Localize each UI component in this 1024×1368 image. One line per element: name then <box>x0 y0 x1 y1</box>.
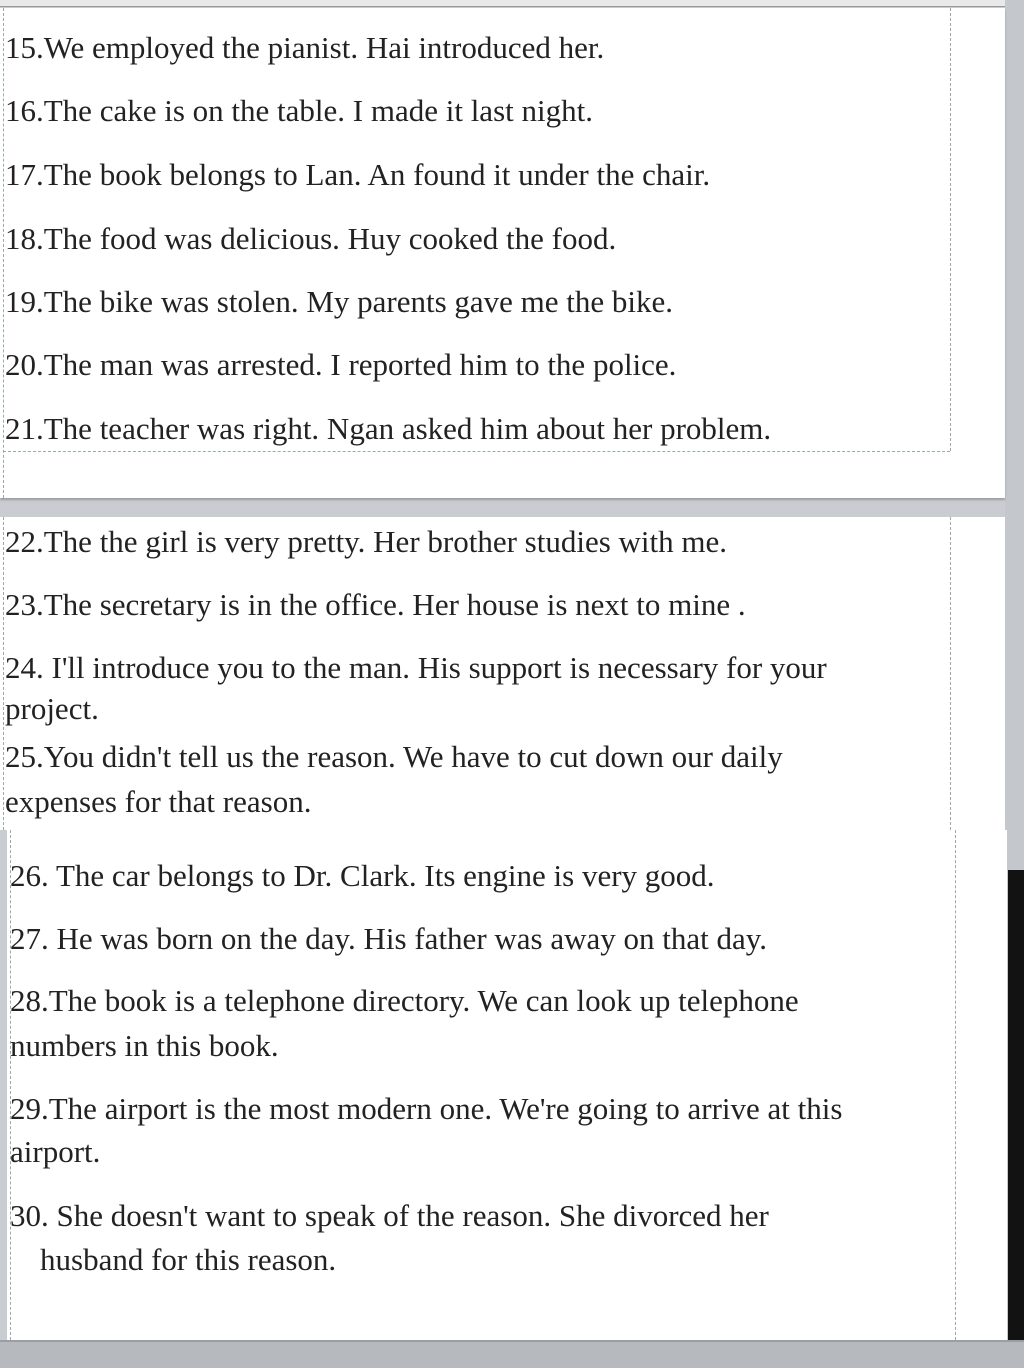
right-margin-line <box>950 517 951 830</box>
page-block-2 <box>0 517 1005 830</box>
sentence-26: 26. The car belongs to Dr. Clark. Its engine is very good. <box>10 858 715 893</box>
page-block-1 <box>0 8 1005 498</box>
bottom-page-edge <box>0 1340 1024 1368</box>
sentence-25-line-1: 25.You didn't tell us the reason. We have to cut down our daily <box>5 739 783 774</box>
page-block-3 <box>7 830 1007 1340</box>
sentence-28-line-2: numbers in this book. <box>10 1028 279 1063</box>
right-edge-strip <box>1008 870 1024 1366</box>
sentence-25-line-2: expenses for that reason. <box>5 784 312 819</box>
bottom-margin-line <box>3 451 950 452</box>
sentence-20: 20.The man was arrested. I reported him to the police. <box>5 347 677 382</box>
sentence-28-line-1: 28.The book is a telephone directory. We can look up telephone <box>10 983 799 1018</box>
right-margin-line <box>955 830 956 1340</box>
sentence-30-line-1: 30. She doesn't want to speak of the reason. She divorced her <box>10 1198 769 1233</box>
sentence-17: 17.The book belongs to Lan. An found it under the chair. <box>5 157 711 192</box>
sentence-27: 27. He was born on the day. His father was away on that day. <box>10 921 767 956</box>
sentence-18: 18.The food was delicious. Huy cooked the food. <box>5 221 617 256</box>
sentence-24-line-1: 24. I'll introduce you to the man. His support is necessary for your <box>5 650 827 685</box>
sentence-22: 22.The the girl is very pretty. Her brother studies with me. <box>5 524 728 559</box>
left-margin-line <box>3 8 4 498</box>
sentence-15: 15.We employed the pianist. Hai introduced her. <box>5 30 605 65</box>
sentence-19: 19.The bike was stolen. My parents gave me the bike. <box>5 284 674 319</box>
sentence-24-line-2: project. <box>5 691 99 726</box>
top-page-edge <box>0 0 1005 7</box>
sentence-23: 23.The secretary is in the office. Her house is next to mine . <box>5 587 746 622</box>
sentence-29-line-2: airport. <box>10 1134 101 1169</box>
right-margin-line <box>950 8 951 451</box>
sentence-30-line-2: husband for this reason. <box>40 1242 337 1277</box>
left-margin-line <box>3 517 4 830</box>
sentence-16: 16.The cake is on the table. I made it last night. <box>5 93 593 128</box>
sentence-29-line-1: 29.The airport is the most modern one. We're going to arrive at this <box>10 1091 843 1126</box>
sentence-21: 21.The teacher was right. Ngan asked him about her problem. <box>5 411 772 446</box>
left-margin-line <box>10 830 11 1340</box>
